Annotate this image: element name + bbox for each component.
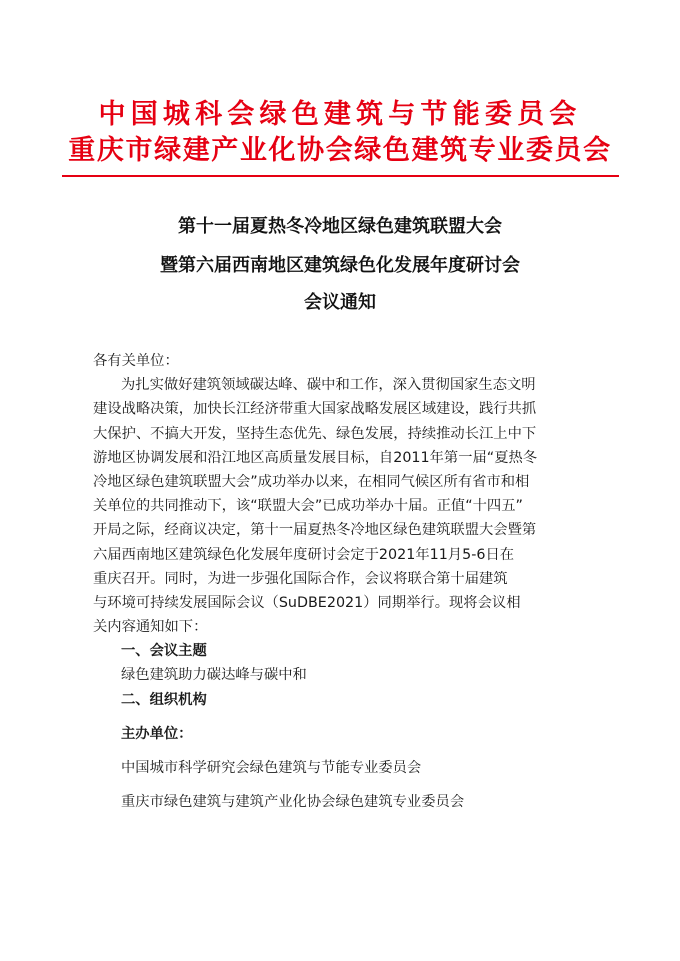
- paragraph-line: 关内容通知如下：: [93, 619, 208, 636]
- section-2-heading: 二、组织机构: [121, 691, 207, 708]
- spacer: [93, 746, 593, 756]
- paragraph-line: 大保护、不搞大开发，坚持生态优先、绿色发展，持续推动长江上中下: [93, 425, 537, 442]
- spacer: [93, 780, 593, 790]
- paragraph-line: 重庆召开。同时，为进一步强化国际合作，会议将联合第十届建筑: [93, 570, 508, 587]
- organizer-line-1: 中国城科会绿色建筑与节能委员会: [98, 99, 582, 130]
- organizer-line-2: 重庆市绿建产业化协会绿色建筑专业委员会: [68, 135, 612, 166]
- paragraph-line: 冷地区绿色建筑联盟大会”成功举办以来，在相同气候区所有省市和相: [93, 473, 530, 490]
- section-1-heading: 一、会议主题: [121, 643, 207, 660]
- paragraph-line: 游地区协调发展和沿江地区高质量发展目标，自2011年第一届“夏热冬: [93, 449, 538, 466]
- salutation: 各有关单位：: [93, 353, 179, 369]
- spacer: [93, 712, 593, 722]
- paragraph-line: 关单位的共同推动下，该“联盟大会”已成功举办十届。正值“十四五”: [93, 498, 523, 515]
- host-label: 主办单位：: [121, 725, 193, 742]
- title-line-3: 会议通知: [304, 292, 376, 313]
- header-divider: [62, 175, 619, 177]
- paragraph-line: 为扎实做好建筑领域碳达峰、碳中和工作，深入贯彻国家生态文明: [121, 377, 536, 394]
- notice-body: [93, 349, 593, 814]
- paragraph-line: 开局之际，经商议决定，第十一届夏热冬冷地区绿色建筑联盟大会暨第: [93, 522, 537, 539]
- host-item: 中国城市科学研究会绿色建筑与节能专业委员会: [121, 760, 422, 776]
- paragraph-line: 建设战略决策，加快长江经济带重大国家战略发展区域建设，践行共抓: [93, 401, 537, 418]
- section-1-text: 绿色建筑助力碳达峰与碳中和: [121, 667, 307, 684]
- paragraph-line: 与环境可持续发展国际会议（SuDBE2021）同期举行。现将会议相: [93, 594, 521, 611]
- title-line-1: 第十一届夏热冬冷地区绿色建筑联盟大会: [178, 216, 502, 237]
- host-item: 重庆市绿色建筑与建筑产业化协会绿色建筑专业委员会: [121, 794, 465, 811]
- paragraph-line: 六届西南地区建筑绿色化发展年度研讨会定于2021年11月5-6日在: [93, 546, 515, 563]
- title-line-2: 暨第六届西南地区建筑绿色化发展年度研讨会: [160, 255, 520, 276]
